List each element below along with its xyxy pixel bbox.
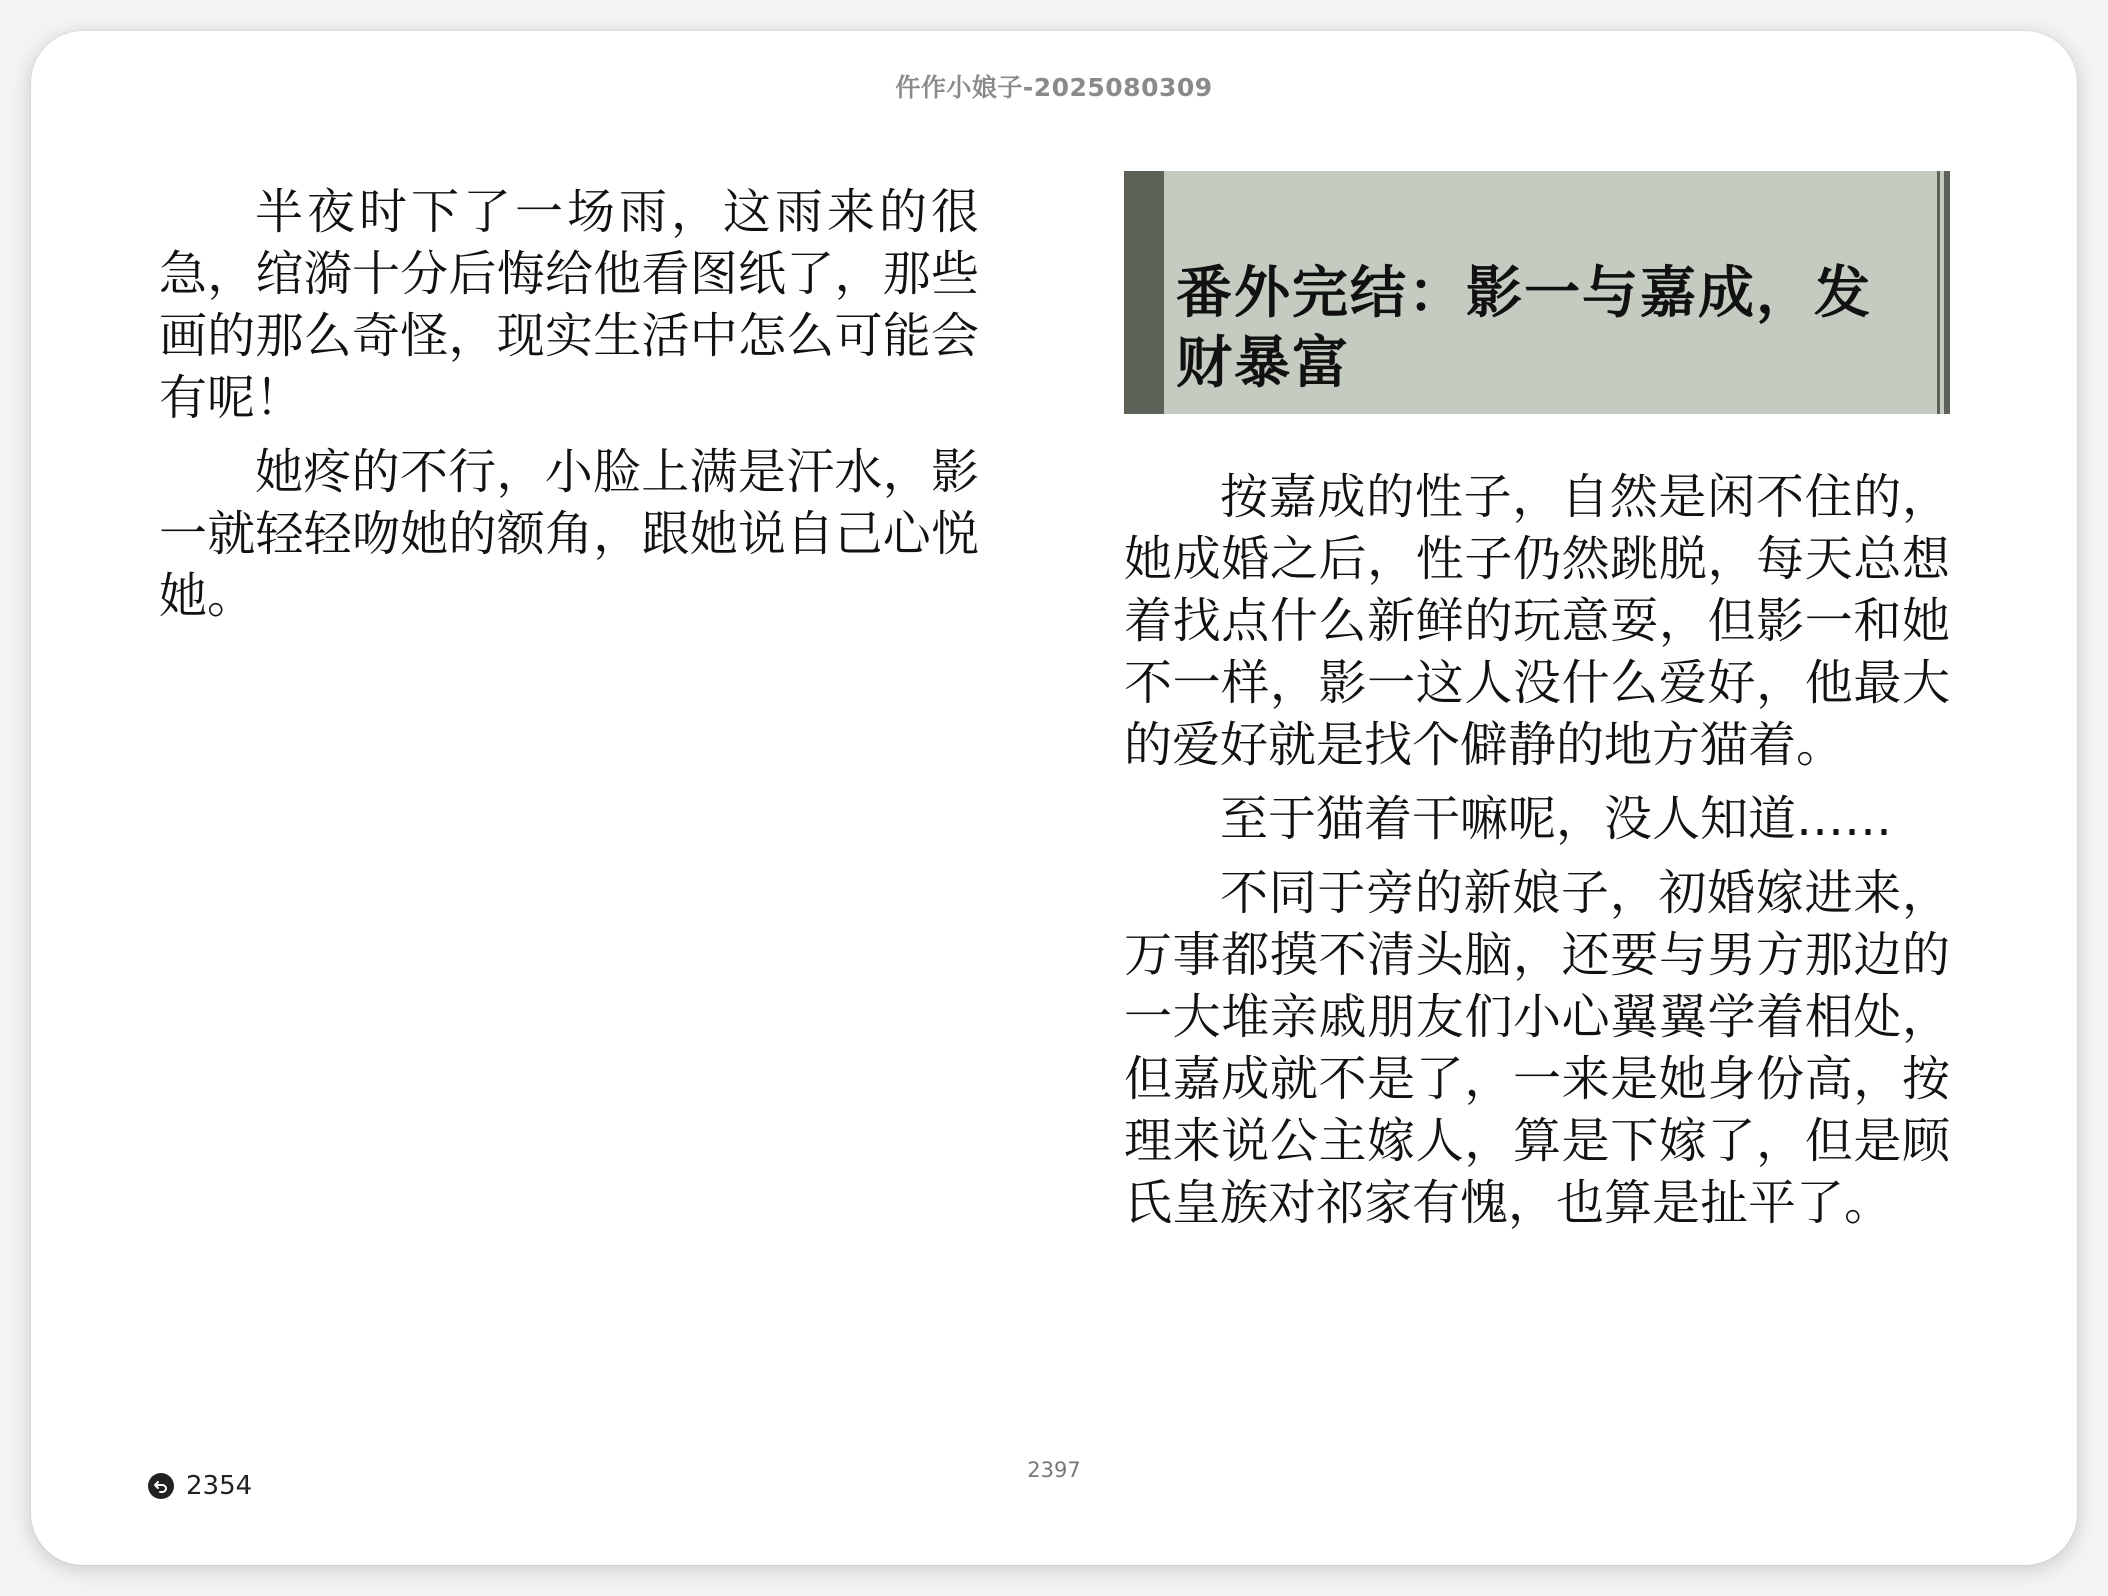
paragraph: 不同于旁的新娘子，初婚嫁进来，万事都摸不清头脑，还要与男方那边的一大堆亲戚朋友们小心翼翼学着相处，但嘉成就不是了，一来是她身份高，按理来说公主嫁人，算是下嫁了，但是顾氏皇族对祁家有愧，也算是扯平了。 <box>1124 865 1950 1231</box>
back-location-label: 2354 <box>186 1471 253 1501</box>
paragraph: 半夜时下了一场雨，这雨来的很急，绾漪十分后悔给他看图纸了，那些画的那么奇怪，现实生活中怎么可能会有呢！ <box>159 184 979 426</box>
left-page[interactable] <box>159 181 979 639</box>
chapter-header-right-rule <box>1937 171 1940 414</box>
chapter-header-right-bar <box>1944 171 1950 414</box>
chapter-title: 番外完结：影一与嘉成，发财暴富 <box>1176 261 1872 396</box>
chapter-header <box>1124 171 1950 414</box>
reader-window <box>31 31 2077 1565</box>
book-title: 仵作小娘子-2025080309 <box>895 73 1213 102</box>
page-number: 2397 <box>1027 1458 1081 1482</box>
paragraph: 按嘉成的性子，自然是闲不住的，她成婚之后，性子仍然跳脱，每天总想着找点什么新鲜的玩意耍，但影一和她不一样，影一这人没什么爱好，他最大的爱好就是找个僻静的地方猫着。 <box>1124 469 1950 773</box>
chapter-header-left-bar <box>1124 171 1164 414</box>
right-page[interactable] <box>1124 171 1950 1246</box>
paragraph: 至于猫着干嘛呢，没人知道…… <box>1220 791 1893 847</box>
paragraph: 她疼的不行，小脸上满是汗水，影一就轻轻吻她的额角，跟她说自己心悦她。 <box>159 444 979 624</box>
